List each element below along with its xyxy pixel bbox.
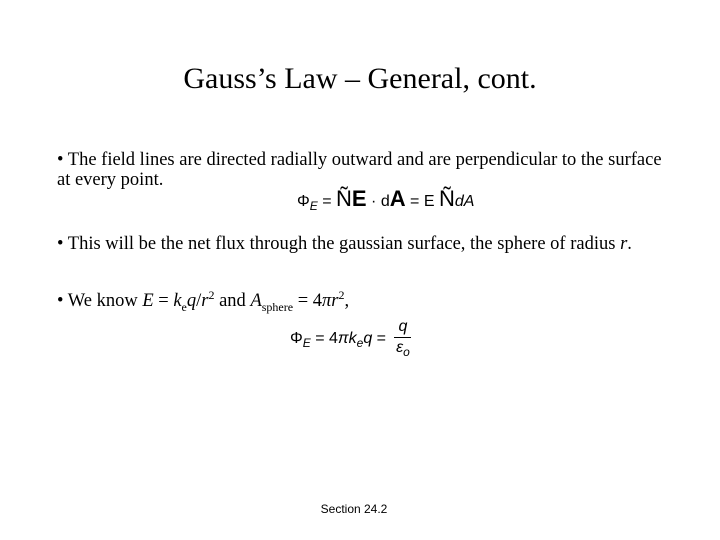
pi-symbol: π — [337, 329, 349, 347]
k-symbol: k — [173, 291, 182, 312]
dot-d: · d — [366, 193, 390, 210]
surface-integral-glyph: Ñ — [336, 186, 352, 211]
equals: = — [153, 291, 174, 312]
comma: , — [344, 291, 350, 312]
squared-2: 2 — [338, 288, 345, 302]
sphere-subscript: sphere — [261, 299, 294, 314]
vector-A: A — [389, 186, 406, 211]
numerator: q — [394, 318, 411, 338]
slide-footer: Section 24.2 — [320, 502, 388, 516]
dA: dA — [454, 193, 475, 210]
k-subscript: e — [356, 336, 364, 351]
surface-integral-glyph-2: Ñ — [438, 186, 455, 211]
slide-title: Gauss’s Law – General, cont. — [183, 62, 537, 95]
flux-integral-equation — [297, 186, 474, 213]
phi-symbol: Φ — [290, 329, 303, 347]
bullet-net-flux-text: • This will be the net flux through the gaussian surface, the sphere of radius — [57, 234, 621, 254]
we-know-text: • We know — [57, 291, 143, 312]
phi-symbol: Φ — [297, 193, 310, 210]
phi-subscript: E — [309, 199, 318, 214]
q-symbol: q — [186, 291, 197, 312]
epsilon-symbol: ε — [396, 339, 404, 356]
equals-four: = 4 — [293, 291, 323, 312]
pi-symbol: π — [322, 291, 332, 312]
A-symbol: A — [250, 291, 262, 312]
k-symbol: k — [348, 329, 357, 347]
equals-four: = 4 — [310, 329, 338, 347]
equals-sign: = — [317, 193, 337, 210]
radius-symbol: r — [620, 234, 628, 254]
bullet-we-know — [57, 285, 667, 317]
denominator — [394, 338, 411, 359]
and-text: and — [214, 291, 251, 312]
phi-subscript: E — [302, 336, 311, 351]
slash: / — [196, 291, 202, 312]
squared: 2 — [208, 288, 215, 302]
fraction — [394, 318, 411, 359]
bullet-net-flux — [57, 234, 667, 254]
period: . — [627, 234, 632, 254]
vector-E: E — [351, 186, 367, 211]
bullet-field-lines: • The field lines are directed radially outward and are perpendicular to the surface at every point. — [57, 150, 662, 190]
k-subscript: e — [181, 299, 187, 314]
r-symbol-2: r — [331, 291, 339, 312]
epsilon-subscript: o — [403, 345, 410, 360]
q-symbol: q — [363, 329, 373, 347]
E-symbol: E — [142, 291, 154, 312]
flux-result-equation — [290, 318, 411, 359]
r-symbol: r — [201, 291, 209, 312]
equals-E: = E — [405, 193, 439, 210]
equals-sign: = — [372, 329, 391, 347]
